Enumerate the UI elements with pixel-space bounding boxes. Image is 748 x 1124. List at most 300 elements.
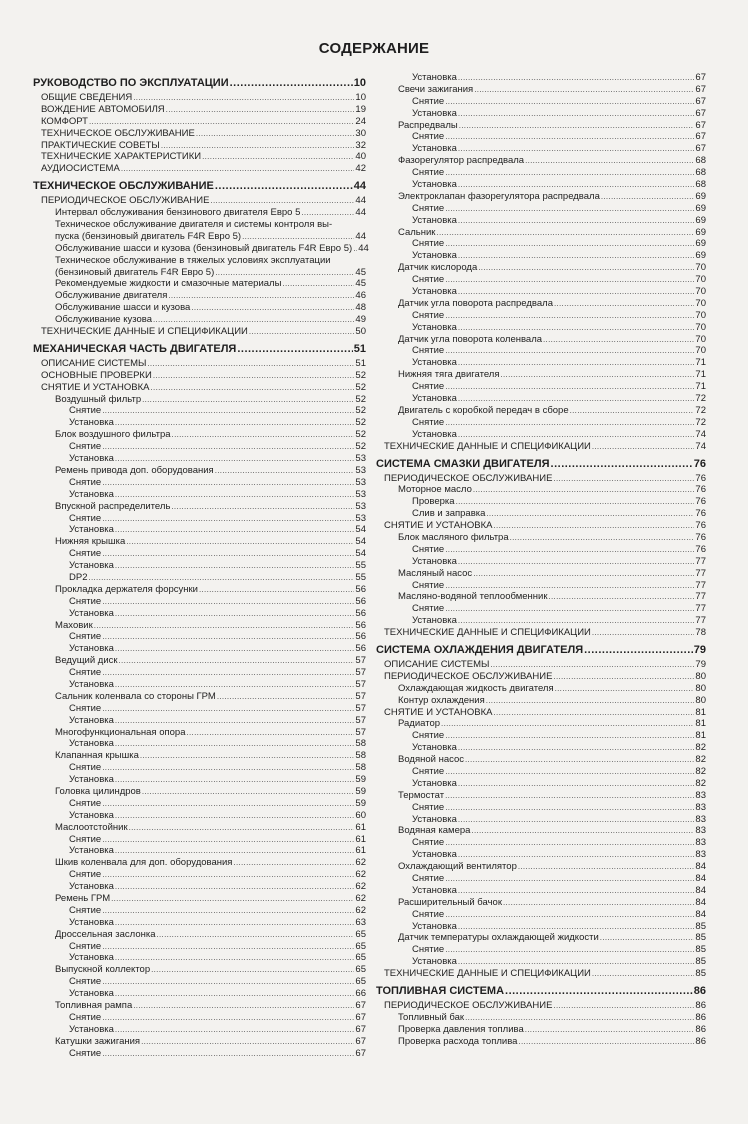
toc-entry-title: Воздушный фильтр xyxy=(55,393,142,405)
dot-leader xyxy=(242,231,354,243)
toc-entry-title: Проверка xyxy=(412,496,455,508)
dot-leader xyxy=(102,1048,354,1060)
toc-page-number: 53 xyxy=(355,464,366,476)
toc-page-number: 72 xyxy=(695,416,706,428)
toc-entry xyxy=(376,825,706,837)
toc-page-number: 69 xyxy=(695,238,706,250)
dot-leader xyxy=(445,766,694,778)
toc-entry-title: Техническое обслуживание двигателя и системы контроля вы- xyxy=(55,219,333,231)
toc-entry xyxy=(33,326,366,338)
toc-page-number: 77 xyxy=(695,603,706,615)
toc-entry-title: Датчик угла поворота коленвала xyxy=(398,333,543,345)
dot-leader xyxy=(141,1036,354,1048)
toc-entry-title: КОМФОРТ xyxy=(41,115,88,127)
toc-entry xyxy=(376,155,706,167)
toc-entry xyxy=(376,849,706,861)
toc-entry-title: Снятие xyxy=(69,476,102,488)
toc-entry-title: Установка xyxy=(69,916,114,928)
toc-entry xyxy=(376,1000,706,1012)
dot-leader xyxy=(458,778,695,790)
toc-entry xyxy=(33,929,366,941)
toc-page-number: 54 xyxy=(355,524,366,536)
dot-leader xyxy=(142,786,355,798)
toc-entry-title: ВОЖДЕНИЕ АВТОМОБИЛЯ xyxy=(41,103,165,115)
toc-page-number: 77 xyxy=(695,579,706,591)
dot-leader xyxy=(458,849,695,861)
toc-entry xyxy=(33,394,366,406)
toc-entry xyxy=(33,489,366,501)
toc-entry xyxy=(376,72,706,84)
toc-page-number: 65 xyxy=(355,940,366,952)
toc-page-number: 63 xyxy=(355,916,366,928)
dot-leader xyxy=(151,964,354,976)
dot-leader xyxy=(121,163,355,175)
toc-entry-title: Снятие xyxy=(69,833,102,845)
dot-leader xyxy=(133,1000,354,1012)
toc-page-number: 79 xyxy=(695,658,706,670)
toc-entry xyxy=(376,790,706,802)
toc-entry-title: Снятие xyxy=(69,1011,102,1023)
toc-entry-title: СНЯТИЕ И УСТАНОВКА xyxy=(384,520,493,532)
toc-entry-title: Снятие xyxy=(69,667,102,679)
toc-page-number: 67 xyxy=(695,72,706,83)
toc-entry xyxy=(33,163,366,175)
toc-section-heading xyxy=(33,75,366,92)
toc-entry-title: Установка xyxy=(69,524,114,536)
dot-leader xyxy=(199,584,354,596)
toc-entry xyxy=(376,568,706,580)
toc-page-number: 81 xyxy=(695,730,706,742)
dot-leader xyxy=(592,968,695,980)
toc-page-number: 56 xyxy=(355,583,366,595)
toc-entry-title: Проверка расхода топлива xyxy=(398,1035,518,1047)
toc-entry-title: СНЯТИЕ И УСТАНОВКА xyxy=(41,381,150,393)
toc-entry-title: Масляный насос xyxy=(398,567,473,579)
toc-entry xyxy=(376,671,706,683)
toc-page-number: 74 xyxy=(695,440,706,452)
toc-entry xyxy=(376,909,706,921)
toc-entry xyxy=(376,707,706,719)
dot-leader xyxy=(115,774,355,786)
toc-entry-title: Сальник xyxy=(398,226,436,238)
toc-entry-title: ПЕРИОДИЧЕСКОЕ ОБСЛУЖИВАНИЕ xyxy=(384,472,553,484)
dot-leader xyxy=(554,298,694,310)
toc-entry-title: Охлаждающий вентилятор xyxy=(398,861,517,873)
toc-page-number: 51 xyxy=(353,342,366,355)
toc-entry-title: Блок воздушного фильтра xyxy=(55,429,171,441)
toc-entry xyxy=(33,608,366,620)
toc-entry-title: Снятие xyxy=(412,202,445,214)
toc-entry xyxy=(33,596,366,608)
toc-entry xyxy=(33,822,366,834)
toc-entry xyxy=(33,382,366,394)
toc-entry-title: ПЕРИОДИЧЕСКОЕ ОБСЛУЖИВАНИЕ xyxy=(41,195,210,207)
toc-entry xyxy=(376,179,706,191)
toc-entry-title: Установка xyxy=(412,393,457,405)
toc-page-number: 72 xyxy=(695,404,706,416)
toc-entry xyxy=(376,473,706,485)
toc-page-number: 53 xyxy=(355,500,366,512)
toc-entry xyxy=(33,560,366,572)
toc-entry xyxy=(33,524,366,536)
dot-leader xyxy=(102,513,354,525)
toc-entry-title: (бензиновый двигатель F4R Евро 5) xyxy=(55,266,215,278)
toc-entry-title: Маслоотстойник xyxy=(55,821,128,833)
toc-entry xyxy=(33,278,366,290)
toc-entry-title: ТЕХНИЧЕСКИЕ ХАРАКТЕРИСТИКИ xyxy=(41,151,202,163)
toc-entry-title: Датчик температуры охлаждающей жидкости xyxy=(398,932,599,944)
toc-entry xyxy=(376,873,706,885)
dot-leader xyxy=(458,556,695,568)
toc-page-number: 68 xyxy=(695,167,706,179)
toc-entry xyxy=(376,310,706,322)
toc-entry-title: Снятие xyxy=(412,944,445,956)
toc-page-number: 83 xyxy=(695,837,706,849)
toc-entry-title: Дроссельная заслонка xyxy=(55,928,156,940)
toc-page-number: 82 xyxy=(695,765,706,777)
toc-entry xyxy=(33,195,366,207)
toc-page-number: 84 xyxy=(695,896,706,908)
dot-leader xyxy=(490,659,694,671)
dot-leader xyxy=(115,524,355,536)
dot-leader xyxy=(102,976,354,988)
toc-entry-title: Впускной распределитель xyxy=(55,500,171,512)
toc-entry-title: Обслуживание шасси и кузова xyxy=(55,302,191,314)
toc-entry-title: Снятие xyxy=(412,579,445,591)
toc-entry-title: Интервал обслуживания бензинового двигателя Евро 5 xyxy=(55,207,301,219)
toc-entry xyxy=(376,1012,706,1024)
toc-entry-title: Установка xyxy=(69,988,114,1000)
dot-leader xyxy=(202,151,354,163)
dot-leader xyxy=(600,932,695,944)
dot-leader xyxy=(172,429,355,441)
toc-page-number: 61 xyxy=(355,833,366,845)
toc-entry xyxy=(33,869,366,881)
toc-entry xyxy=(376,238,706,250)
toc-page-number: 24 xyxy=(355,115,366,127)
toc-entry-title: Охлаждающая жидкость двигателя xyxy=(398,682,554,694)
toc-entry xyxy=(376,730,706,742)
toc-entry xyxy=(33,810,366,822)
toc-page-number: 80 xyxy=(695,670,706,682)
dot-leader xyxy=(102,548,354,560)
toc-entry-title: Масляно-водяной теплообменник xyxy=(398,591,548,603)
dot-leader xyxy=(115,643,355,655)
toc-page-number: 10 xyxy=(353,77,366,89)
dot-leader xyxy=(115,715,355,727)
toc-page-number: 53 xyxy=(355,476,366,488)
toc-entry xyxy=(33,1048,366,1060)
toc-entry xyxy=(33,370,366,382)
toc-entry-title: Водяной насос xyxy=(398,754,464,766)
toc-entry xyxy=(33,845,366,857)
toc-entry xyxy=(376,718,706,730)
dot-leader xyxy=(458,814,695,826)
toc-entry-title: Контур охлаждения xyxy=(398,694,485,706)
toc-entry xyxy=(376,921,706,933)
toc-entry xyxy=(33,417,366,429)
toc-entry-title: Установка xyxy=(412,72,457,83)
toc-entry xyxy=(376,108,706,120)
toc-page-number: 82 xyxy=(695,777,706,789)
dot-leader xyxy=(553,473,694,485)
toc-entry xyxy=(376,968,706,980)
toc-page-number: 40 xyxy=(355,151,366,163)
toc-entry-title: Снятие xyxy=(412,416,445,428)
dot-leader xyxy=(445,837,694,849)
toc-entry-title: Электроклапан фазорегулятора распредвала xyxy=(398,190,600,202)
toc-entry-title: ПЕРИОДИЧЕСКОЕ ОБСЛУЖИВАНИЕ xyxy=(384,670,553,682)
dot-leader xyxy=(592,441,695,453)
toc-entry-title: Фазорегулятор распредвала xyxy=(398,155,525,167)
dot-leader xyxy=(445,310,694,322)
toc-entry-title: Снятие xyxy=(69,595,102,607)
toc-entry xyxy=(33,1012,366,1024)
dot-leader xyxy=(445,730,694,742)
toc-entry xyxy=(376,227,706,239)
toc-entry-title: Установка xyxy=(69,774,114,786)
toc-entry-title: Установка xyxy=(412,849,457,861)
dot-leader xyxy=(458,921,695,933)
toc-entry-title: Обслуживание кузова xyxy=(55,314,153,326)
toc-page-number: 68 xyxy=(695,179,706,191)
toc-entry-title: Установка xyxy=(412,214,457,226)
dot-leader xyxy=(458,322,695,334)
dot-leader xyxy=(111,893,354,905)
dot-leader xyxy=(142,394,354,406)
toc-entry-title: ОСНОВНЫЕ ПРОВЕРКИ xyxy=(41,369,152,381)
toc-entry-title: пуска (бензиновый двигатель F4R Евро 5) xyxy=(55,230,242,242)
dot-leader xyxy=(115,560,355,572)
toc-entry xyxy=(376,143,706,155)
dot-leader xyxy=(518,861,695,873)
toc-page-number: 83 xyxy=(695,801,706,813)
toc-entry xyxy=(376,556,706,568)
dot-leader xyxy=(102,477,354,489)
dot-leader xyxy=(445,790,694,802)
toc-entry xyxy=(33,988,366,1000)
toc-page-number: 69 xyxy=(695,250,706,262)
toc-entry xyxy=(33,219,366,231)
toc-entry-title: Установка xyxy=(69,560,114,572)
toc-page-number: 76 xyxy=(695,531,706,543)
toc-entry-title: Снятие xyxy=(412,131,445,143)
toc-page-number: 52 xyxy=(355,393,366,405)
toc-entry-title: Ремень ГРМ xyxy=(55,893,111,904)
toc-section-heading xyxy=(33,341,366,358)
toc-entry-title: Водяная камера xyxy=(398,825,471,837)
dot-leader xyxy=(458,179,695,191)
toc-entry xyxy=(33,314,366,326)
dot-leader xyxy=(601,191,695,203)
toc-entry xyxy=(376,345,706,357)
toc-entry-title: Установка xyxy=(69,714,114,726)
toc-entry xyxy=(33,267,366,279)
dot-leader xyxy=(465,1012,694,1024)
dot-leader xyxy=(553,1000,694,1012)
toc-entry-title: Расширительный бачок xyxy=(398,896,502,908)
toc-page-number: 69 xyxy=(695,214,706,226)
toc-entry-title: Снятие xyxy=(69,548,102,560)
toc-entry-title: Выпускной коллектор xyxy=(55,964,151,976)
toc-entry-title: Снятие xyxy=(69,762,102,774)
toc-entry-title: Снятие xyxy=(69,940,102,952)
toc-page-number: 55 xyxy=(355,560,366,572)
dot-leader xyxy=(115,917,355,929)
toc-entry xyxy=(33,513,366,525)
dot-leader xyxy=(102,596,354,608)
toc-entry xyxy=(33,631,366,643)
dot-leader xyxy=(494,707,695,719)
toc-entry xyxy=(33,727,366,739)
toc-entry xyxy=(376,683,706,695)
toc-page-number: 76 xyxy=(695,543,706,555)
dot-leader xyxy=(458,108,695,120)
toc-entry xyxy=(33,290,366,302)
toc-entry xyxy=(33,679,366,691)
toc-entry-title: ТЕХНИЧЕСКИЕ ДАННЫЕ И СПЕЦИФИКАЦИИ xyxy=(384,627,591,639)
toc-entry xyxy=(33,128,366,140)
toc-entry xyxy=(33,1024,366,1036)
toc-entry xyxy=(376,861,706,873)
toc-page-number: 53 xyxy=(355,512,366,524)
toc-entry-title: Двигатель с коробкой передач в сборе xyxy=(398,404,569,416)
toc-page-number: 53 xyxy=(355,488,366,500)
toc-entry xyxy=(33,881,366,893)
dot-leader xyxy=(126,536,354,548)
toc-entry xyxy=(33,738,366,750)
dot-leader xyxy=(445,873,694,885)
dot-leader xyxy=(525,1024,695,1036)
toc-entry-title: Установка xyxy=(69,417,114,429)
toc-entry xyxy=(376,167,706,179)
toc-page-number: 68 xyxy=(695,155,706,167)
dot-leader xyxy=(445,944,694,956)
toc-section-heading xyxy=(376,456,706,473)
toc-section-heading xyxy=(376,983,706,1000)
toc-entry xyxy=(33,453,366,465)
toc-page-number: 51 xyxy=(355,357,366,369)
toc-entry xyxy=(376,131,706,143)
toc-page-number: 86 xyxy=(695,1000,706,1012)
toc-entry-title: Установка xyxy=(69,738,114,750)
dot-leader xyxy=(445,544,694,556)
toc-entry xyxy=(33,151,366,163)
toc-page-number: 56 xyxy=(355,619,366,631)
toc-entry-title: Термостат xyxy=(398,789,445,801)
toc-page-number: 50 xyxy=(355,326,366,338)
toc-page-number: 70 xyxy=(695,321,706,333)
toc-entry-title: Установка xyxy=(69,643,114,655)
toc-page-number: 84 xyxy=(695,908,706,920)
toc-entry-title: Установка xyxy=(69,809,114,821)
dot-leader xyxy=(102,798,354,810)
toc-page-number: 56 xyxy=(355,631,366,643)
toc-entry xyxy=(33,905,366,917)
dot-leader xyxy=(153,314,354,326)
dot-leader xyxy=(445,167,694,179)
dot-leader xyxy=(445,203,694,215)
toc-section-heading xyxy=(376,642,706,659)
toc-entry-title: ТЕХНИЧЕСКИЕ ДАННЫЕ И СПЕЦИФИКАЦИИ xyxy=(384,440,591,452)
dot-leader xyxy=(445,381,694,393)
dot-leader xyxy=(555,683,695,695)
toc-entry xyxy=(376,520,706,532)
dot-leader xyxy=(436,227,694,239)
toc-entry-title: Снятие xyxy=(412,837,445,849)
toc-page-number: 61 xyxy=(355,821,366,833)
toc-entry xyxy=(376,191,706,203)
toc-entry xyxy=(376,532,706,544)
toc-entry-title: Установка xyxy=(412,143,457,155)
dot-leader xyxy=(445,909,694,921)
toc-entry xyxy=(33,584,366,596)
toc-entry xyxy=(376,603,706,615)
dot-leader xyxy=(157,929,355,941)
dot-leader xyxy=(445,131,694,143)
toc-entry xyxy=(376,508,706,520)
dot-leader xyxy=(441,718,694,730)
dot-leader xyxy=(196,128,355,140)
toc-right-column xyxy=(376,72,706,1048)
toc-entry-title: Обслуживание двигателя xyxy=(55,290,168,302)
toc-page-number: 85 xyxy=(695,944,706,956)
page-title: СОДЕРЖАНИЕ xyxy=(318,40,430,57)
toc-entry xyxy=(376,742,706,754)
dot-leader xyxy=(102,1012,354,1024)
toc-page-number: 67 xyxy=(355,1023,366,1035)
toc-entry xyxy=(376,956,706,968)
toc-page-number: 77 xyxy=(695,555,706,567)
toc-entry xyxy=(33,941,366,953)
toc-page-number: 67 xyxy=(695,143,706,155)
toc-entry-title: Датчик кислорода xyxy=(398,262,478,274)
dot-leader xyxy=(456,496,695,508)
toc-page-number: 76 xyxy=(695,508,706,520)
dot-leader xyxy=(88,572,354,584)
toc-page-number: 65 xyxy=(355,976,366,988)
dot-leader xyxy=(102,631,354,643)
dot-leader xyxy=(478,262,694,274)
toc-page-number: 60 xyxy=(355,809,366,821)
toc-entry-title: Установка xyxy=(412,920,457,932)
dot-leader xyxy=(458,885,695,897)
toc-page-number: 46 xyxy=(355,290,366,302)
toc-entry xyxy=(33,917,366,929)
toc-entry xyxy=(376,1036,706,1048)
toc-entry-title: ТЕХНИЧЕСКОЕ ОБСЛУЖИВАНИЕ xyxy=(41,127,195,139)
dot-leader xyxy=(168,290,354,302)
dot-leader xyxy=(458,286,695,298)
toc-entry xyxy=(376,120,706,132)
toc-page-number: 10 xyxy=(355,92,366,103)
toc-entry-title: Ремень привода доп. оборудования xyxy=(55,464,214,476)
dot-leader xyxy=(459,120,695,132)
toc-page-number: 74 xyxy=(695,428,706,440)
toc-page-number: 76 xyxy=(695,472,706,484)
dot-leader xyxy=(445,580,694,592)
toc-page-number: 49 xyxy=(355,314,366,326)
toc-page-number: 59 xyxy=(355,797,366,809)
dot-leader xyxy=(171,501,354,513)
toc-page-number: 56 xyxy=(355,595,366,607)
dot-leader xyxy=(553,671,694,683)
toc-entry-title: Установка xyxy=(412,250,457,262)
dot-leader xyxy=(102,441,354,453)
toc-entry-title: Установка xyxy=(412,615,457,627)
toc-entry-title: Ведущий диск xyxy=(55,655,118,667)
dot-leader xyxy=(115,810,355,822)
